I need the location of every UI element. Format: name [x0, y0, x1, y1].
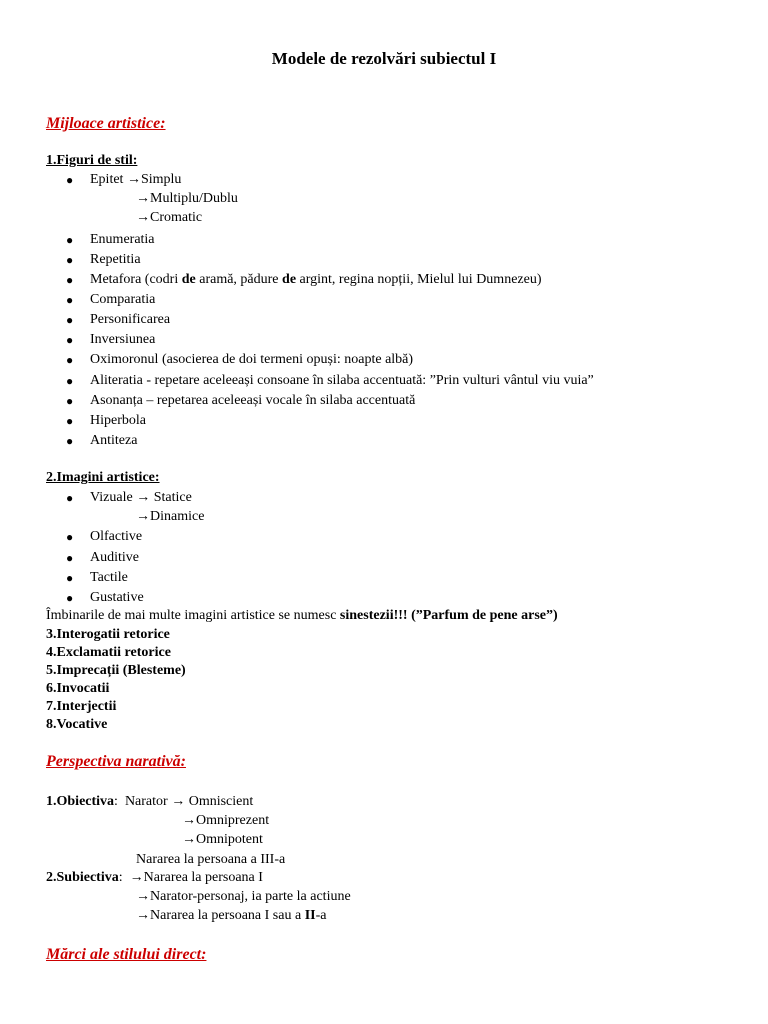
arrow-icon: →	[126, 172, 141, 187]
bullet-icon: ●	[66, 374, 74, 388]
section-heading-marci: Mărci ale stilului direct:	[46, 946, 207, 963]
obiectiva-line: 1.Obiectiva: Narator → Omniscient	[46, 794, 254, 809]
arrow-icon: →	[129, 870, 144, 885]
arrow-icon: →	[136, 908, 150, 923]
list-item-numbered: 6.Invocatii	[46, 681, 110, 696]
bullet-icon: ●	[66, 333, 74, 347]
bullet-icon: ●	[66, 414, 74, 428]
list-subitem: →Narator-personaj, ia parte la actiune	[136, 889, 351, 904]
bullet-icon: ●	[66, 173, 74, 187]
arrow-icon: →	[136, 509, 150, 524]
list-item-numbered: 7.Interjectii	[46, 699, 117, 714]
list-item-epitet: Epitet →Simplu	[90, 172, 182, 187]
arrow-icon: →	[136, 191, 150, 206]
arrow-icon: →	[136, 889, 150, 904]
bullet-icon: ●	[66, 273, 74, 287]
arrow-icon: →	[182, 832, 196, 847]
arrow-icon: →	[136, 490, 151, 505]
bullet-icon: ●	[66, 530, 74, 544]
list-item: Antiteza	[90, 433, 138, 448]
list-item: Tactile	[90, 570, 128, 585]
list-item: Personificarea	[90, 312, 171, 327]
bullet-icon: ●	[66, 253, 74, 267]
list-item: Repetitia	[90, 252, 141, 267]
bullet-icon: ●	[66, 353, 74, 367]
bullet-icon: ●	[66, 313, 74, 327]
list-item-vizuale: Vizuale → Statice	[90, 490, 192, 505]
section-heading-mijloace: Mijloace artistice:	[46, 115, 166, 132]
list-item: Aliteratia - repetare aceleeași consoane în silaba accentuată: ”Prin vulturi vântul viu vuia”	[90, 373, 594, 388]
bullet-icon: ●	[66, 434, 74, 448]
list-item-numbered: 3.Interogatii retorice	[46, 627, 170, 642]
bullet-icon: ●	[66, 571, 74, 585]
list-item-numbered: 5.Imprecații (Blesteme)	[46, 663, 186, 678]
list-item: Comparatia	[90, 292, 156, 307]
list-item-metafora: Metafora (codri de aramă, pădure de argint, regina nopții, Mielul lui Dumnezeu)	[90, 272, 542, 287]
bullet-icon: ●	[66, 591, 74, 605]
arrow-icon: →	[182, 813, 196, 828]
bullet-icon: ●	[66, 394, 74, 408]
list-item-numbered: 8.Vocative	[46, 717, 108, 732]
arrow-icon: →	[136, 210, 150, 225]
list-subitem: →Multiplu/Dublu	[136, 191, 238, 206]
sinestezii-note: Îmbinarile de mai multe imagini artistice se numesc sinestezii!!! (”Parfum de pene arse”)	[46, 608, 558, 623]
subiectiva-line: 2.Subiectiva: →Nararea la persoana I	[46, 870, 263, 885]
imagini-heading: 2.Imagini artistice:	[46, 470, 160, 485]
list-item: Auditive	[90, 550, 139, 565]
list-item: Gustative	[90, 590, 144, 605]
list-item: Oximoronul (asocierea de doi termeni opuși: noapte albă)	[90, 352, 414, 367]
list-subitem: →Omnipotent	[182, 832, 263, 847]
bullet-icon: ●	[66, 233, 74, 247]
list-item: Hiperbola	[90, 413, 146, 428]
list-subitem: →Nararea la persoana I sau a II-a	[136, 908, 327, 923]
page-title: Modele de rezolvări subiectul I	[271, 49, 497, 68]
list-subitem: →Omniprezent	[182, 813, 270, 828]
list-item: Olfactive	[90, 529, 143, 544]
bullet-icon: ●	[66, 293, 74, 307]
figuri-heading: 1.Figuri de stil:	[46, 153, 138, 168]
arrow-icon: →	[171, 794, 186, 809]
list-item: Enumeratia	[90, 232, 155, 247]
obiectiva-note: Nararea la persoana a III-a	[136, 852, 286, 867]
list-subitem: →Cromatic	[136, 210, 203, 225]
bullet-icon: ●	[66, 491, 74, 505]
list-item: Asonanța – repetarea aceleeași vocale în silaba accentuată	[90, 393, 416, 408]
list-item: Inversiunea	[90, 332, 156, 347]
section-heading-perspectiva: Perspectiva narativă:	[46, 753, 186, 770]
list-item-numbered: 4.Exclamatii retorice	[46, 645, 171, 660]
bullet-icon: ●	[66, 551, 74, 565]
list-subitem: →Dinamice	[136, 509, 205, 524]
